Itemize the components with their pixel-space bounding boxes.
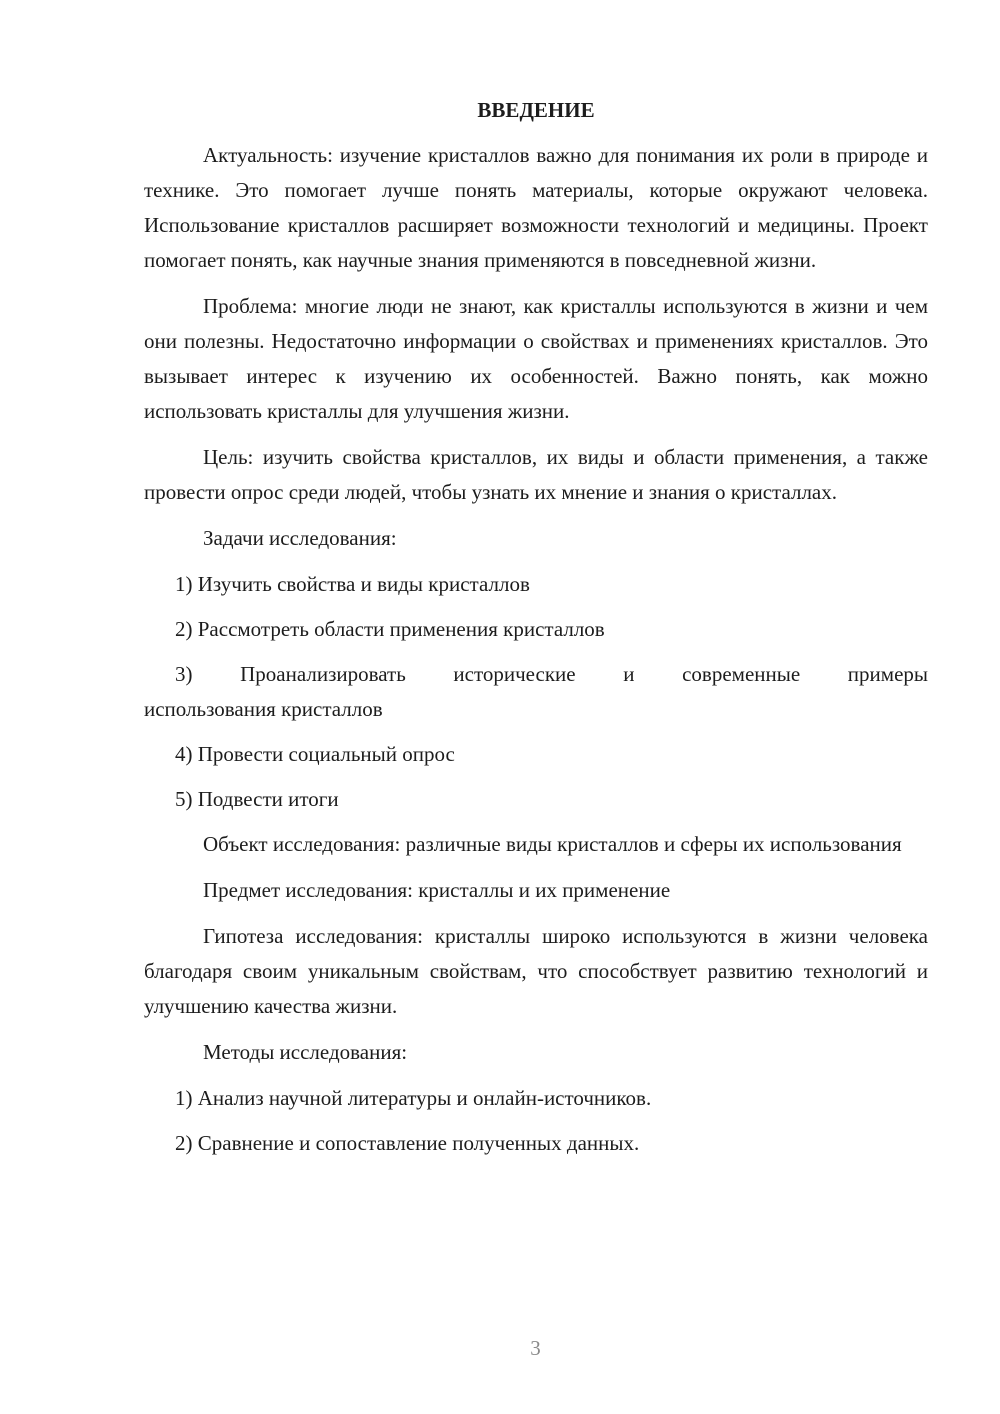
problem-paragraph: Проблема: многие люди не знают, как кристаллы используются в жизни и чем они полезны. Недостаточно информации о свойствах и применениях кристаллов. Это вызывает интерес к изучению их особенностей. Важно понять, как можно использовать кристаллы для улучшения жизни. xyxy=(144,294,928,423)
method-item-1: 1) Анализ научной литературы и онлайн-источников. xyxy=(175,1086,652,1110)
task-item-3 xyxy=(144,657,928,727)
object-paragraph: Объект исследования: различные виды кристаллов и сферы их использования xyxy=(203,832,902,856)
task-item-2: 2) Рассмотреть области применения кристаллов xyxy=(175,617,605,641)
method-item-2: 2) Сравнение и сопоставление полученных данных. xyxy=(175,1131,640,1155)
relevance-paragraph: Актуальность: изучение кристаллов важно для понимания их роли в природе и технике. Это помогает лучше понять материалы, которые окружают человека. Использование кристаллов расширяет возможности технологий и медицины. Проект помогает понять, как научные знания применяются в повседневной жизни. xyxy=(144,143,928,272)
goal-paragraph: Цель: изучить свойства кристаллов, их виды и области применения, а также провести опрос среди людей, чтобы узнать их мнение и знания о кристаллах. xyxy=(144,445,928,504)
subject-paragraph: Предмет исследования: кристаллы и их применение xyxy=(203,878,671,902)
task-item-3-line-2: использования кристаллов xyxy=(144,697,383,721)
task-item-1: 1) Изучить свойства и виды кристаллов xyxy=(175,572,530,596)
task-item-4: 4) Провести социальный опрос xyxy=(175,742,455,766)
hypothesis-paragraph: Гипотеза исследования: кристаллы широко используются в жизни человека благодаря своим уникальным свойствам, что способствует развитию технологий и улучшению качества жизни. xyxy=(144,924,928,1018)
task-item-5: 5) Подвести итоги xyxy=(175,787,339,811)
methods-title: Методы исследования: xyxy=(203,1040,408,1064)
section-heading: ВВЕДЕНИЕ xyxy=(477,98,595,122)
page-number: 3 xyxy=(530,1336,541,1360)
task-item-3-line-1: 3) Проанализировать исторические и современные примеры xyxy=(175,662,928,686)
tasks-title: Задачи исследования: xyxy=(203,526,397,550)
page-content xyxy=(144,93,928,1171)
